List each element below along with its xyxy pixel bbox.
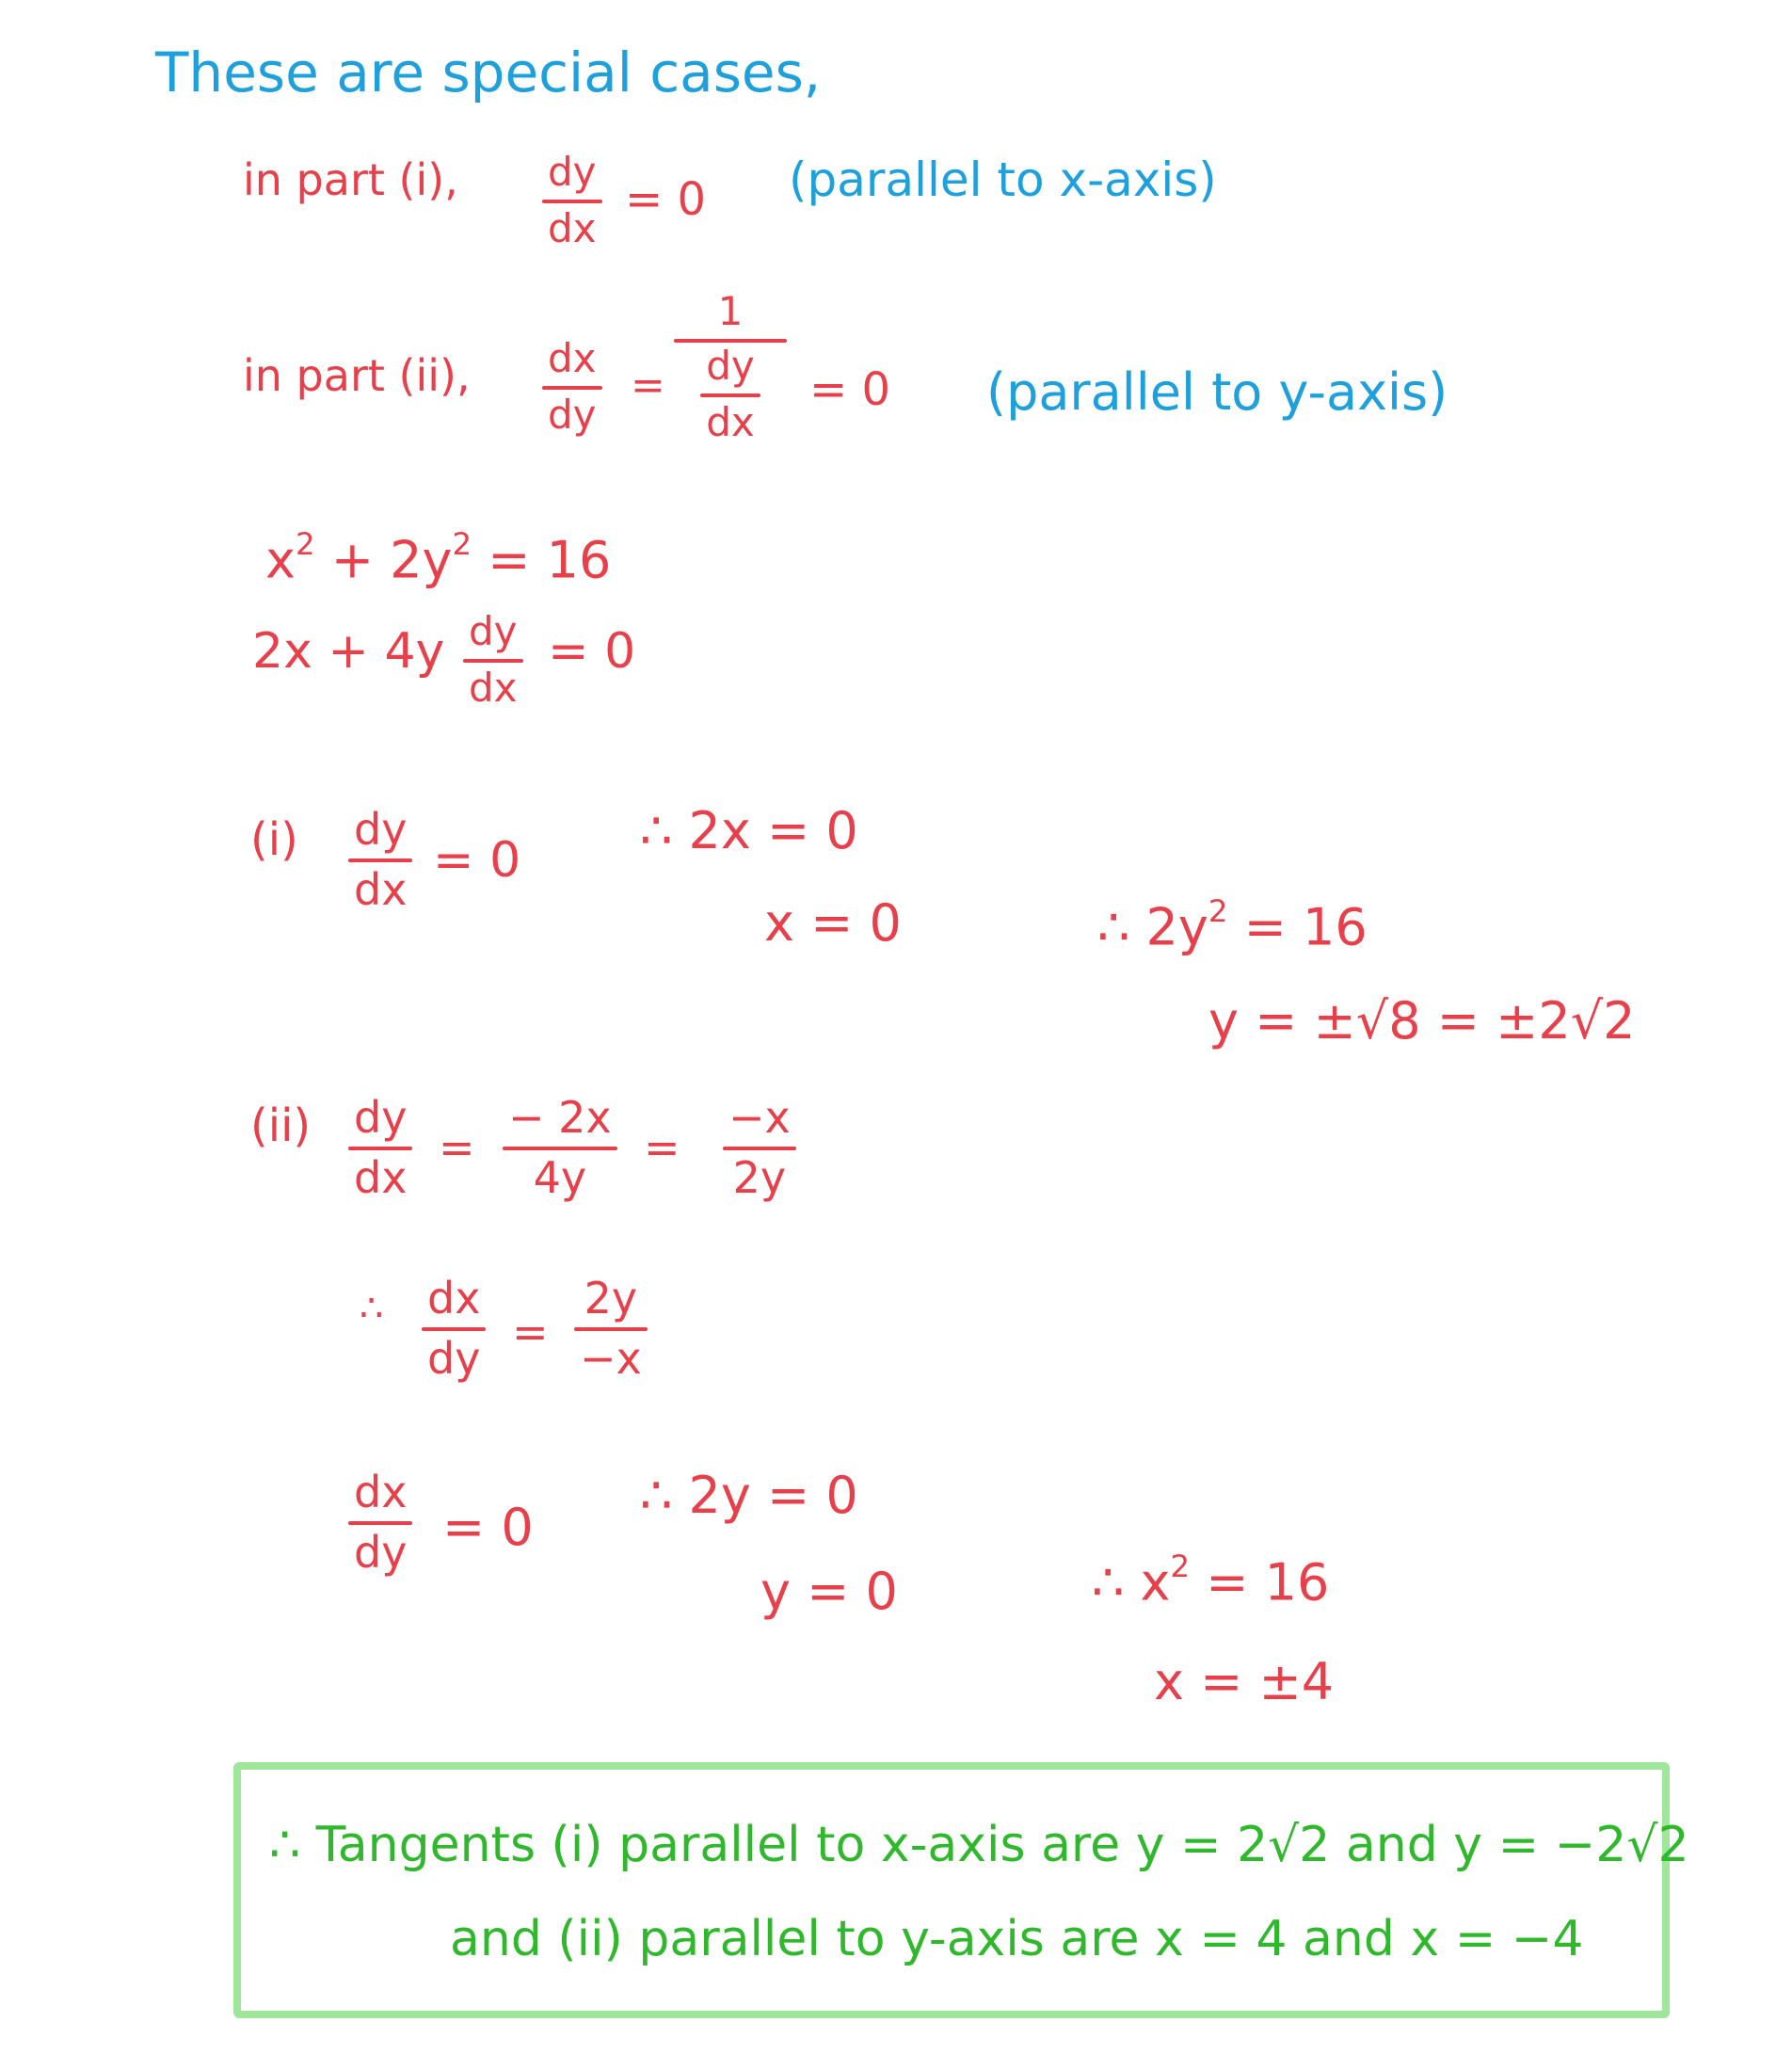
fraction-denominator: dy	[427, 1333, 481, 1384]
part-ii-step1: ∴ 2y = 0	[640, 1466, 858, 1525]
fraction-denominator: dy	[354, 1527, 408, 1578]
fraction-numerator: dx	[427, 1273, 481, 1324]
square-exponent: 2	[295, 526, 315, 562]
conclusion-line-2: and (ii) parallel to y-axis are x = 4 and x = −4	[450, 1911, 1584, 1967]
fraction-numerator: −x	[728, 1092, 791, 1143]
case-part2-note: (parallel to y-axis)	[986, 362, 1448, 422]
case-part2-label: in part (ii),	[243, 350, 471, 401]
square-exponent: 2	[1170, 1548, 1191, 1584]
step3-rhs: = 16	[1227, 897, 1368, 957]
square-exponent: 2	[452, 526, 472, 562]
differentiated-rhs: = 0	[548, 623, 636, 680]
part-ii-equals-1: =	[439, 1122, 475, 1173]
case-part2-equals: =	[631, 361, 665, 409]
part-ii-step3	[1092, 1548, 1330, 1613]
part-ii-label: (ii)	[250, 1099, 312, 1152]
part-i-step2: x = 0	[764, 893, 902, 953]
fraction-numerator: dx	[354, 1467, 408, 1517]
fraction-numerator: dy	[548, 149, 597, 195]
part-ii-fraction-1	[348, 1092, 412, 1203]
part-ii-fraction-5	[574, 1273, 648, 1384]
fraction-numerator: dy	[706, 343, 755, 389]
part-ii-therefore: ∴	[360, 1287, 384, 1330]
case-part2-reciprocal	[674, 288, 787, 445]
case-part2-rhs: = 0	[809, 363, 891, 416]
curve-x: x	[265, 530, 296, 590]
square-exponent: 2	[1208, 893, 1228, 929]
part-ii-rhs-6: = 0	[442, 1498, 534, 1557]
case-part1-label: in part (i),	[243, 154, 458, 205]
conclusion-box	[233, 1762, 1670, 2018]
part-ii-fraction-3	[723, 1092, 796, 1203]
case-part1-fraction	[542, 149, 602, 251]
fraction-numerator: 2y	[584, 1273, 638, 1324]
part-i-label: (i)	[250, 813, 298, 866]
intro-heading: These are special cases,	[155, 40, 822, 104]
fraction-numerator: − 2x	[508, 1092, 612, 1143]
step3-lhs: ∴ x	[1092, 1552, 1171, 1613]
fraction-denominator: dx	[469, 665, 518, 711]
fraction-numerator: dx	[548, 335, 597, 381]
part-i-step3	[1097, 893, 1368, 957]
part-ii-fraction-4	[422, 1273, 486, 1384]
part-ii-equals-3: =	[512, 1307, 549, 1357]
inner-fraction	[700, 343, 760, 445]
fraction-numerator: dy	[354, 804, 408, 855]
part-ii-equals-2: =	[644, 1122, 680, 1173]
part-i-rhs: = 0	[433, 832, 521, 889]
fraction-denominator: 2y	[732, 1152, 787, 1203]
step3-lhs: ∴ 2y	[1097, 897, 1208, 957]
fraction-denominator: dx	[548, 205, 597, 251]
part-ii-fraction-6	[348, 1467, 412, 1578]
differentiated-fraction	[463, 608, 523, 711]
fraction-denominator: −x	[580, 1333, 642, 1384]
case-part1-rhs: = 0	[625, 173, 707, 226]
part-ii-step4: x = ±4	[1154, 1652, 1335, 1711]
step3-rhs: = 16	[1190, 1552, 1330, 1613]
curve-equation	[265, 526, 612, 590]
fraction-denominator: dx	[354, 864, 408, 915]
case-part2-fraction	[542, 335, 602, 438]
fraction-numerator: dy	[354, 1092, 408, 1143]
case-part1-note: (parallel to x-axis)	[789, 152, 1217, 207]
curve-y-term: + 2y	[314, 530, 453, 590]
part-i-step4: y = ±√8 = ±2√2	[1208, 991, 1636, 1051]
fraction-denominator: dy	[548, 392, 597, 438]
fraction-numerator: dy	[469, 608, 518, 654]
part-ii-step2: y = 0	[760, 1562, 898, 1621]
differentiated-lhs: 2x + 4y	[252, 623, 445, 680]
fraction-inner	[695, 343, 766, 445]
conclusion-line-1: ∴ Tangents (i) parallel to x-axis are y = 2√2 and y = −2√2	[269, 1817, 1689, 1873]
fraction-denominator: dx	[354, 1152, 408, 1203]
fraction-denominator: 4y	[533, 1152, 587, 1203]
fraction-denominator: dx	[706, 399, 755, 445]
curve-rhs: = 16	[472, 530, 612, 590]
part-i-fraction	[348, 804, 412, 915]
fraction-numerator: 1	[717, 288, 744, 334]
part-ii-fraction-2	[503, 1092, 617, 1203]
part-i-step1: ∴ 2x = 0	[640, 801, 858, 860]
